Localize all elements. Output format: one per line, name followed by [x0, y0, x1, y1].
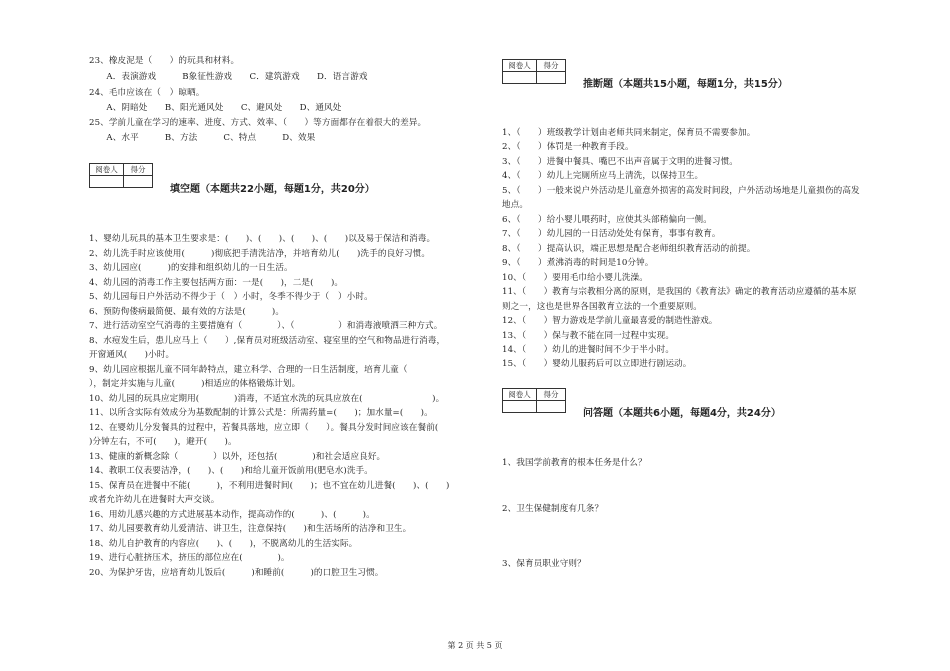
- judge-item: 2、（ ）体罚是一种教育手段。: [502, 142, 634, 152]
- reviewer-label: 阅卷人: [503, 60, 537, 72]
- fill-item: 5、幼儿园每日户外活动不得少于（ ）小时，冬季不得少于（ ）小时。: [89, 292, 373, 302]
- qa-item: 3、保育员职业守则？: [502, 559, 586, 569]
- judge-item: 11、（ ）教育与宗教相分离的原则，是我国的《教育法》确定的教育活动应遵循的基本原: [502, 287, 857, 297]
- reviewer-cell[interactable]: [503, 72, 537, 84]
- judge-item: 14、（ ）幼儿的进餐时间不少于半小时。: [502, 345, 675, 355]
- section-title-judgement: 推断题（本题共15小题，每题1分，共15分）: [583, 79, 788, 90]
- fill-item-continued: ），制定并实施与儿童( )相适应的体格锻炼计划。: [89, 379, 301, 389]
- judge-item: 1、（ ）班级教学计划由老师共同来制定，保育员不需要参加。: [502, 128, 756, 138]
- score-table-fill: [89, 163, 153, 188]
- fill-item: 15、保育员在进餐中不能( )，不利用进餐时间( )；也不宜在幼儿进餐( )、( ): [89, 481, 450, 491]
- question-23: 23、橡皮泥是（ ）的玩具和材料。: [89, 56, 240, 66]
- judge-item: 3、（ ）进餐中餐具、嘴巴不出声音属于文明的进餐习惯。: [502, 157, 738, 167]
- reviewer-cell[interactable]: [503, 401, 537, 413]
- judge-item: 6、（ ）给小婴儿喂药时，应使其头部稍偏向一侧。: [502, 215, 712, 225]
- judge-item: 13、（ ）保与教不能在同一过程中实现。: [502, 331, 675, 341]
- fill-item: 10、幼儿园的玩具应定期用( )消毒，不适宜水洗的玩具应放在( )。: [89, 394, 445, 404]
- fill-item: 18、幼儿自护教育的内容应( )、( )，不脱离幼儿的生活实际。: [89, 539, 358, 549]
- fill-item: 2、幼儿洗手时应该使用( )彻底把手清洗洁净，并培育幼儿( )洗手的良好习惯。: [89, 249, 431, 259]
- fill-item-continued: )分钟左右，不可( )，避开( )。: [89, 437, 237, 447]
- fill-item: 19、进行心脏挤压术，挤压的部位应在( )。: [89, 553, 290, 563]
- judge-item: 10、（ ）要用毛巾给小婴儿洗澡。: [502, 273, 648, 283]
- score-cell[interactable]: [124, 176, 153, 188]
- reviewer-label: 阅卷人: [90, 164, 124, 176]
- fill-item: 13、健康的新概念除（ ）以外，还包括( )和社会适应良好。: [89, 452, 386, 462]
- fill-item-continued: 开窗通风( )小时。: [89, 350, 175, 360]
- question-25-options: A、水平 B、方法 C、特点 D、效果: [89, 133, 316, 143]
- fill-item: 7、进行活动室空气消毒的主要措施有（ ）、（ ）和消毒液喷洒三种方式。: [89, 321, 443, 331]
- fill-item: 6、预防佝偻病最简便、最有效的方法是( )。: [89, 307, 285, 317]
- fill-item: 9、幼儿园应根据儿童不同年龄特点，建立科学、合理的一日生活制度，培育儿童（: [89, 365, 425, 375]
- judge-item: 5、（ ）一般来说户外活动是儿童意外损害的高发时间段，户外活动场地是儿童损伤的高发: [502, 186, 860, 196]
- judge-item: 7、（ ）幼儿园的一日活动处处有保育，事事有教育。: [502, 229, 721, 239]
- fill-item: 11、以所含实际有效成分为基数配制的计算公式是：所需药量=( )；加水量=( )。: [89, 408, 433, 418]
- fill-item: 1、婴幼儿玩具的基本卫生要求是：( )、( )、( )、( )以及易于保洁和消毒。: [89, 234, 436, 244]
- question-24: 24、毛巾应该在（ ）晾晒。: [89, 88, 205, 98]
- score-label: 得分: [537, 60, 566, 72]
- fill-item-continued: 或者允许幼儿在进餐时大声交谈。: [89, 495, 220, 505]
- fill-item: 16、用幼儿感兴趣的方式进展基本动作，提高动作的( )、( )。: [89, 510, 375, 520]
- judge-item: 15、（ ）婴幼儿服药后可以立即进行剧运动。: [502, 359, 692, 369]
- fill-item: 20、为保护牙齿，应培育幼儿饭后( )和睡前( )的口腔卫生习惯。: [89, 568, 384, 578]
- fill-item: 4、幼儿园的消毒工作主要包括两方面：一是( )，二是( )。: [89, 278, 344, 288]
- question-24-options: A、阴暗处 B、阳光通风处 C、避风处 D、通风处: [89, 103, 342, 113]
- section-title-qa: 问答题（本题共6小题，每题4分，共24分）: [583, 408, 781, 419]
- score-table-judge: [502, 59, 566, 84]
- judge-item: 8、（ ）提高认识，端正思想是配合老师组织教育活动的前提。: [502, 244, 756, 254]
- fill-item: 12、在婴幼儿分发餐具的过程中，若餐具落地，应立即（ ）。餐具分发时间应该在餐前(: [89, 423, 439, 433]
- fill-item: 3、幼儿园应( )的安排和组织幼儿的一日生活。: [89, 263, 293, 273]
- judge-item: 12、（ ）智力游戏是学前儿童最喜爱的制造性游戏。: [502, 316, 718, 326]
- score-cell[interactable]: [537, 72, 566, 84]
- qa-item: 1、我国学前教育的根本任务是什么？: [502, 458, 647, 468]
- score-label: 得分: [537, 389, 566, 401]
- score-label: 得分: [124, 164, 153, 176]
- reviewer-cell[interactable]: [90, 176, 124, 188]
- page-footer: 第 2 页 共 5 页: [447, 641, 503, 650]
- judge-item-continued: 地点。: [502, 200, 529, 210]
- judge-item: 9、（ ）煮沸消毒的时间是10分钟。: [502, 258, 654, 268]
- qa-item: 2、卫生保健制度有几条？: [502, 504, 604, 514]
- section-title-fill-blank: 填空题（本题共22小题，每题1分，共20分）: [170, 184, 375, 195]
- question-23-options: A．表演游戏 B象征性游戏 C．建筑游戏 D．语言游戏: [89, 72, 368, 82]
- score-cell[interactable]: [537, 401, 566, 413]
- fill-item: 14、教职工仪表要洁净，( )、( )和给儿童开饭前用(肥皂水)洗手。: [89, 466, 373, 476]
- fill-item: 8、水痘发生后，患儿应马上（ ）,保育员对班级活动室、寝室里的空气和物品进行消毒，: [89, 336, 446, 346]
- fill-item: 17、幼儿园要教育幼儿爱清洁、讲卫生，注意保持( )和生活场所的洁净和卫生。: [89, 524, 412, 534]
- judge-item-continued: 则之一，这也是世界各国教育立法的一个重要原则。: [502, 302, 702, 312]
- score-table-qa: [502, 388, 566, 413]
- question-25: 25、学前儿童在学习的速率、进度、方式、效率、（ ）等方面都存在着很大的差异。: [89, 118, 427, 128]
- reviewer-label: 阅卷人: [503, 389, 537, 401]
- judge-item: 4、（ ）幼儿上完厕所应马上清洗，以保持卫生。: [502, 171, 704, 181]
